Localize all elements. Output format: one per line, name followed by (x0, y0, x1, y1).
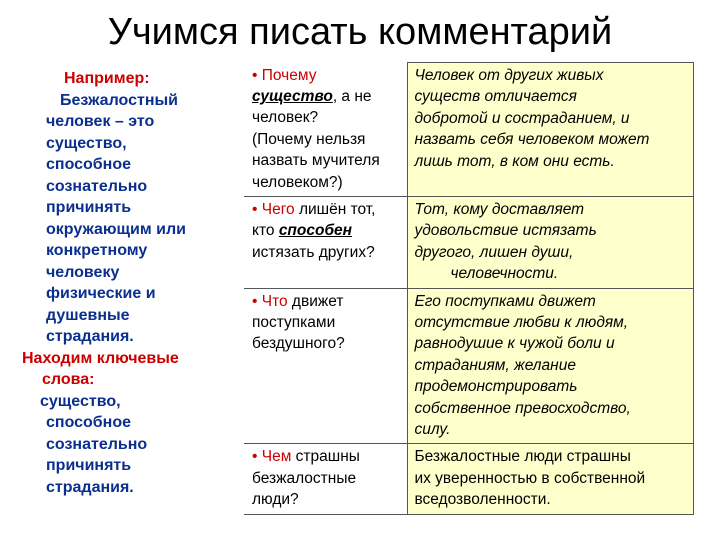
question-word: Чего (257, 200, 295, 218)
table-row (244, 444, 694, 514)
definition-line: способное (46, 156, 132, 173)
table-row (244, 196, 694, 288)
question-word: Чем (257, 448, 292, 466)
bullet-icon: • (252, 200, 258, 218)
question-text: бездушного? (252, 335, 345, 353)
question-keyword: способен (278, 222, 353, 240)
answer-text: Человек от других живых (414, 67, 604, 84)
answer-text: человечности. (450, 265, 559, 283)
definition-line: человеку (46, 263, 120, 281)
definition-line: Безжалостный (60, 91, 178, 109)
question-text: истязать других? (252, 243, 375, 261)
question-word: Что (257, 292, 288, 310)
question-text: назвать мучителя (252, 152, 380, 170)
definition-line: душевные (46, 306, 130, 324)
answer-text: Его поступками движет (414, 292, 596, 310)
left-column (14, 68, 224, 498)
definition-line: окружающим или (46, 220, 186, 238)
question-text: люди? (252, 491, 299, 509)
bullet-icon: • (252, 292, 258, 310)
answer-text: силу. (414, 421, 451, 438)
answer-text: страданиям, желание (414, 356, 576, 374)
answer-text: продемонстрировать (414, 378, 578, 396)
answer-text: другого, лишен души, (414, 243, 574, 261)
answer-text: существ отличается (414, 88, 577, 106)
definition-line: причинять (46, 199, 132, 216)
answer-cell (408, 288, 694, 444)
table-row (244, 288, 694, 444)
answer-text: вседозволенности. (414, 491, 551, 509)
definition-line: человек – это (46, 113, 155, 130)
definition-line: страдания. (46, 328, 134, 345)
answer-text: собственное превосходство, (414, 399, 631, 417)
question-text: лишён тот, (294, 200, 376, 218)
definition-line: физические и (46, 285, 156, 302)
answer-text: их уверенностью в собственной (414, 469, 646, 487)
keywords-label: слова: (42, 371, 95, 388)
question-text: безжалостные (252, 469, 357, 487)
question-text: (Почему нельзя (252, 130, 366, 148)
answer-text: Тот, кому доставляет (414, 200, 585, 218)
question-cell (244, 63, 408, 197)
question-text: человек? (252, 109, 319, 127)
example-label: Например: (64, 70, 150, 87)
answer-text: равнодушие к чужой боли и (414, 335, 615, 353)
bullet-icon: • (252, 66, 258, 84)
definition-line: сознательно (46, 177, 148, 195)
question-word: Почему (257, 66, 317, 84)
answer-text: Безжалостные люди страшны (414, 448, 631, 466)
question-text: движет (287, 292, 344, 310)
table-row (244, 63, 694, 197)
question-cell (244, 444, 408, 514)
question-keyword: существо (252, 87, 333, 105)
comment-table (244, 62, 694, 515)
question-text: , а не (332, 87, 372, 105)
keyword-line: причинять (46, 457, 132, 474)
question-text: кто (252, 222, 279, 240)
question-cell (244, 196, 408, 288)
bullet-icon: • (252, 448, 258, 466)
keyword-line: способное (46, 414, 132, 431)
keywords-label: Находим ключевые (22, 349, 179, 367)
definition-line: конкретному (46, 242, 148, 259)
question-text: страшны (291, 448, 360, 466)
keyword-line: сознательно (46, 435, 148, 453)
answer-cell (408, 63, 694, 197)
question-cell (244, 288, 408, 444)
keyword-line: существо, (40, 392, 121, 410)
definition-line: существо, (46, 134, 127, 152)
answer-text: отсутствие любви к людям, (414, 313, 629, 331)
answer-cell (408, 444, 694, 514)
answer-text: назвать себя человеком может (414, 131, 650, 149)
question-text: человеком?) (252, 173, 343, 191)
answer-cell (408, 196, 694, 288)
question-text: поступками (252, 313, 336, 331)
keyword-line: страдания. (46, 478, 134, 496)
answer-text: удовольствие истязать (414, 222, 597, 240)
slide-title: Учимся писать комментарий (107, 11, 613, 53)
answer-text: добротой и состраданием, и (414, 109, 630, 127)
answer-text: лишь тот, в ком они есть. (414, 152, 615, 170)
